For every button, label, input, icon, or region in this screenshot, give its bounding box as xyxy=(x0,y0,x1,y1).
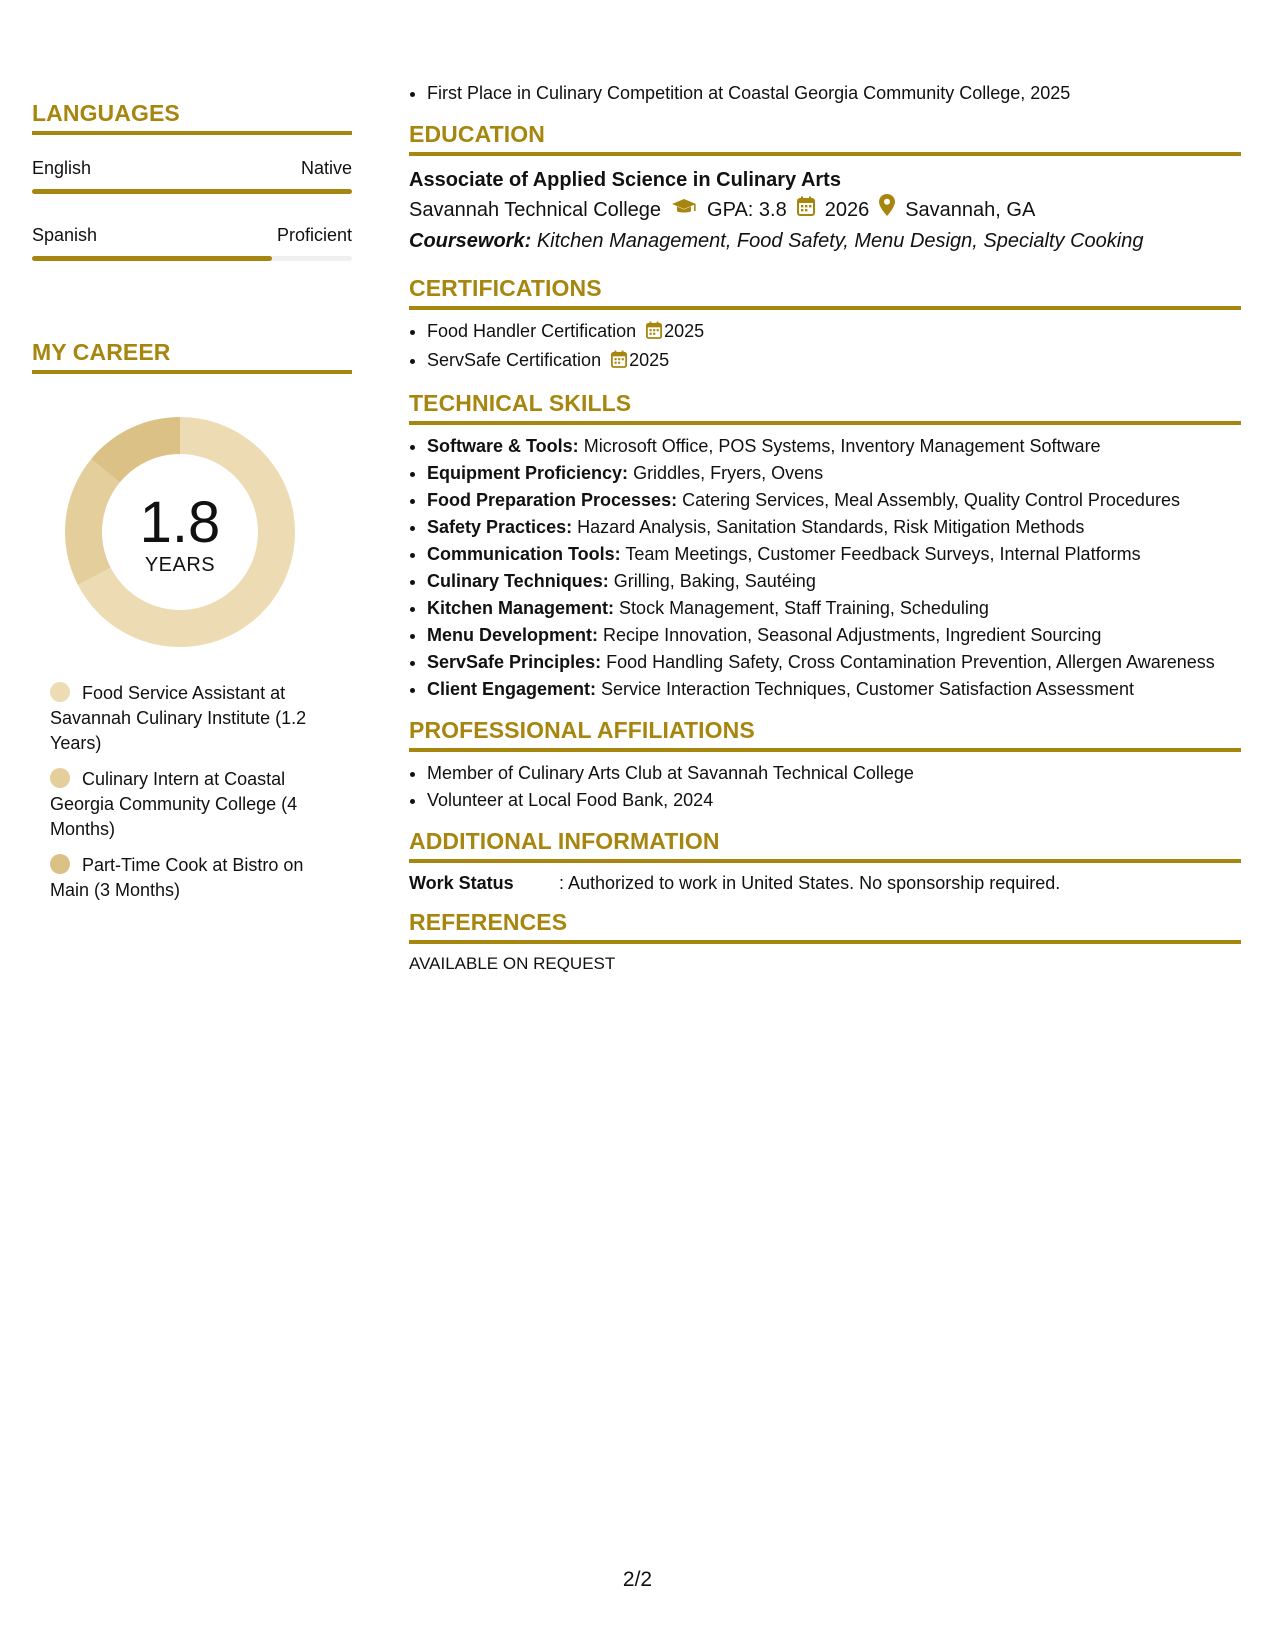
list-item: • First Place in Culinary Competition at Coastal Georgia Community College, 2025 xyxy=(427,80,1241,107)
skill-item xyxy=(427,595,1241,622)
certification-name: Food Handler Certification xyxy=(427,321,637,341)
list-item: • Volunteer at Local Food Bank, 2024 xyxy=(427,787,1241,814)
certifications-list xyxy=(409,318,1241,376)
additional-info-heading: ADDITIONAL INFORMATION xyxy=(409,828,1241,863)
graduation-year: 2026 xyxy=(824,198,870,221)
skill-value: Griddles, Fryers, Ovens xyxy=(633,463,824,483)
affiliations-heading: PROFESSIONAL AFFILIATIONS xyxy=(409,717,1241,752)
coursework-value: Kitchen Management, Food Safety, Menu Design, Specialty Cooking xyxy=(536,230,1144,252)
skill-item xyxy=(427,460,1241,487)
list-item xyxy=(427,347,1241,376)
list-item xyxy=(427,318,1241,347)
affiliations-list xyxy=(409,760,1241,814)
work-status-value: : Authorized to work in United States. No sponsorship required. xyxy=(559,873,1061,893)
skill-label: Food Preparation Processes: xyxy=(427,490,678,510)
education-meta xyxy=(409,194,1241,226)
career-heading: MY CAREER xyxy=(32,339,352,374)
career-donut-chart xyxy=(65,417,295,647)
school-location: Savannah, GA xyxy=(905,198,1036,221)
certification-year: 2025 xyxy=(664,321,705,341)
skill-item xyxy=(427,649,1241,676)
calendar-icon xyxy=(797,195,815,226)
skill-label: Equipment Proficiency: xyxy=(427,463,629,483)
main-content xyxy=(409,80,1241,974)
references-text: AVAILABLE ON REQUEST xyxy=(409,954,616,973)
skill-value: Team Meetings, Customer Feedback Surveys, Internal Platforms xyxy=(625,544,1141,564)
skill-label: ServSafe Principles: xyxy=(427,652,602,672)
skill-item xyxy=(427,568,1241,595)
gpa-value: GPA: 3.8 xyxy=(707,198,787,221)
legend-item xyxy=(50,853,340,903)
certification-name: ServSafe Certification xyxy=(427,350,602,370)
calendar-icon xyxy=(611,349,627,376)
skill-value: Food Handling Safety, Cross Contamination Prevention, Allergen Awareness xyxy=(606,652,1215,672)
page-number: 2/2 xyxy=(622,1568,653,1591)
legend-dot xyxy=(50,682,70,702)
language-name: Spanish xyxy=(32,225,98,245)
skill-label: Client Engagement: xyxy=(427,679,597,699)
language-name: English xyxy=(32,158,92,178)
skill-label: Safety Practices: xyxy=(427,517,573,537)
work-status-label: Work Status xyxy=(409,873,514,893)
skill-value: Hazard Analysis, Sanitation Standards, Risk Mitigation Methods xyxy=(577,517,1085,537)
certification-year: 2025 xyxy=(629,350,670,370)
degree-title: Associate of Applied Science in Culinary Arts xyxy=(409,169,841,191)
skill-item xyxy=(427,676,1241,703)
skill-label: Software & Tools: xyxy=(427,436,579,456)
skills-list xyxy=(409,433,1241,703)
skill-item xyxy=(427,622,1241,649)
legend-label: Part-Time Cook at Bistro on Main (3 Months) xyxy=(50,855,304,900)
legend-label: Culinary Intern at Coastal Georgia Community College (4 Months) xyxy=(50,769,298,839)
technical-skills-heading: TECHNICAL SKILLS xyxy=(409,390,1241,425)
language-level: Proficient xyxy=(276,225,352,245)
language-item xyxy=(32,224,352,261)
legend-dot xyxy=(50,768,70,788)
skill-label: Communication Tools: xyxy=(427,544,621,564)
languages-heading: LANGUAGES xyxy=(32,100,352,135)
skill-label: Culinary Techniques: xyxy=(427,571,609,591)
skill-item xyxy=(427,433,1241,460)
certifications-heading: CERTIFICATIONS xyxy=(409,275,1241,310)
career-total-unit: YEARS xyxy=(144,554,216,576)
language-level: Native xyxy=(300,158,352,178)
references-heading: REFERENCES xyxy=(409,909,1241,944)
skill-value: Grilling, Baking, Sautéing xyxy=(613,571,816,591)
career-total-value: 1.8 xyxy=(139,490,221,555)
legend-dot xyxy=(50,854,70,874)
legend-label: Food Service Assistant at Savannah Culinary Institute (1.2 Years) xyxy=(50,683,307,753)
skill-value: Stock Management, Staff Training, Scheduling xyxy=(619,598,989,618)
skill-label: Kitchen Management: xyxy=(427,598,615,618)
sidebar xyxy=(32,100,352,914)
skill-item xyxy=(427,514,1241,541)
language-proficiency-bar xyxy=(32,256,352,261)
work-status-row xyxy=(409,871,1241,895)
skill-label: Menu Development: xyxy=(427,625,599,645)
skill-value: Recipe Innovation, Seasonal Adjustments, Ingredient Sourcing xyxy=(603,625,1102,645)
graduation-cap-icon xyxy=(671,195,697,226)
coursework-label: Coursework: xyxy=(409,230,532,252)
language-proficiency-fill xyxy=(32,256,272,261)
awards-list xyxy=(409,80,1241,107)
education-heading: EDUCATION xyxy=(409,121,1241,156)
skill-item xyxy=(427,487,1241,514)
skill-item xyxy=(427,541,1241,568)
school-name: Savannah Technical College xyxy=(409,198,662,221)
calendar-icon xyxy=(646,320,662,347)
skill-value: Service Interaction Techniques, Customer Satisfaction Assessment xyxy=(601,679,1134,699)
language-proficiency-fill xyxy=(32,189,352,194)
coursework xyxy=(409,226,1241,257)
skill-value: Microsoft Office, POS Systems, Inventory Management Software xyxy=(583,436,1101,456)
legend-item xyxy=(50,767,340,842)
skill-value: Catering Services, Meal Assembly, Quality Control Procedures xyxy=(682,490,1180,510)
language-item xyxy=(32,157,352,194)
language-proficiency-bar xyxy=(32,189,352,194)
list-item: • Member of Culinary Arts Club at Savannah Technical College xyxy=(427,760,1241,787)
location-pin-icon xyxy=(879,194,895,226)
career-legend xyxy=(50,681,340,903)
legend-item xyxy=(50,681,340,756)
